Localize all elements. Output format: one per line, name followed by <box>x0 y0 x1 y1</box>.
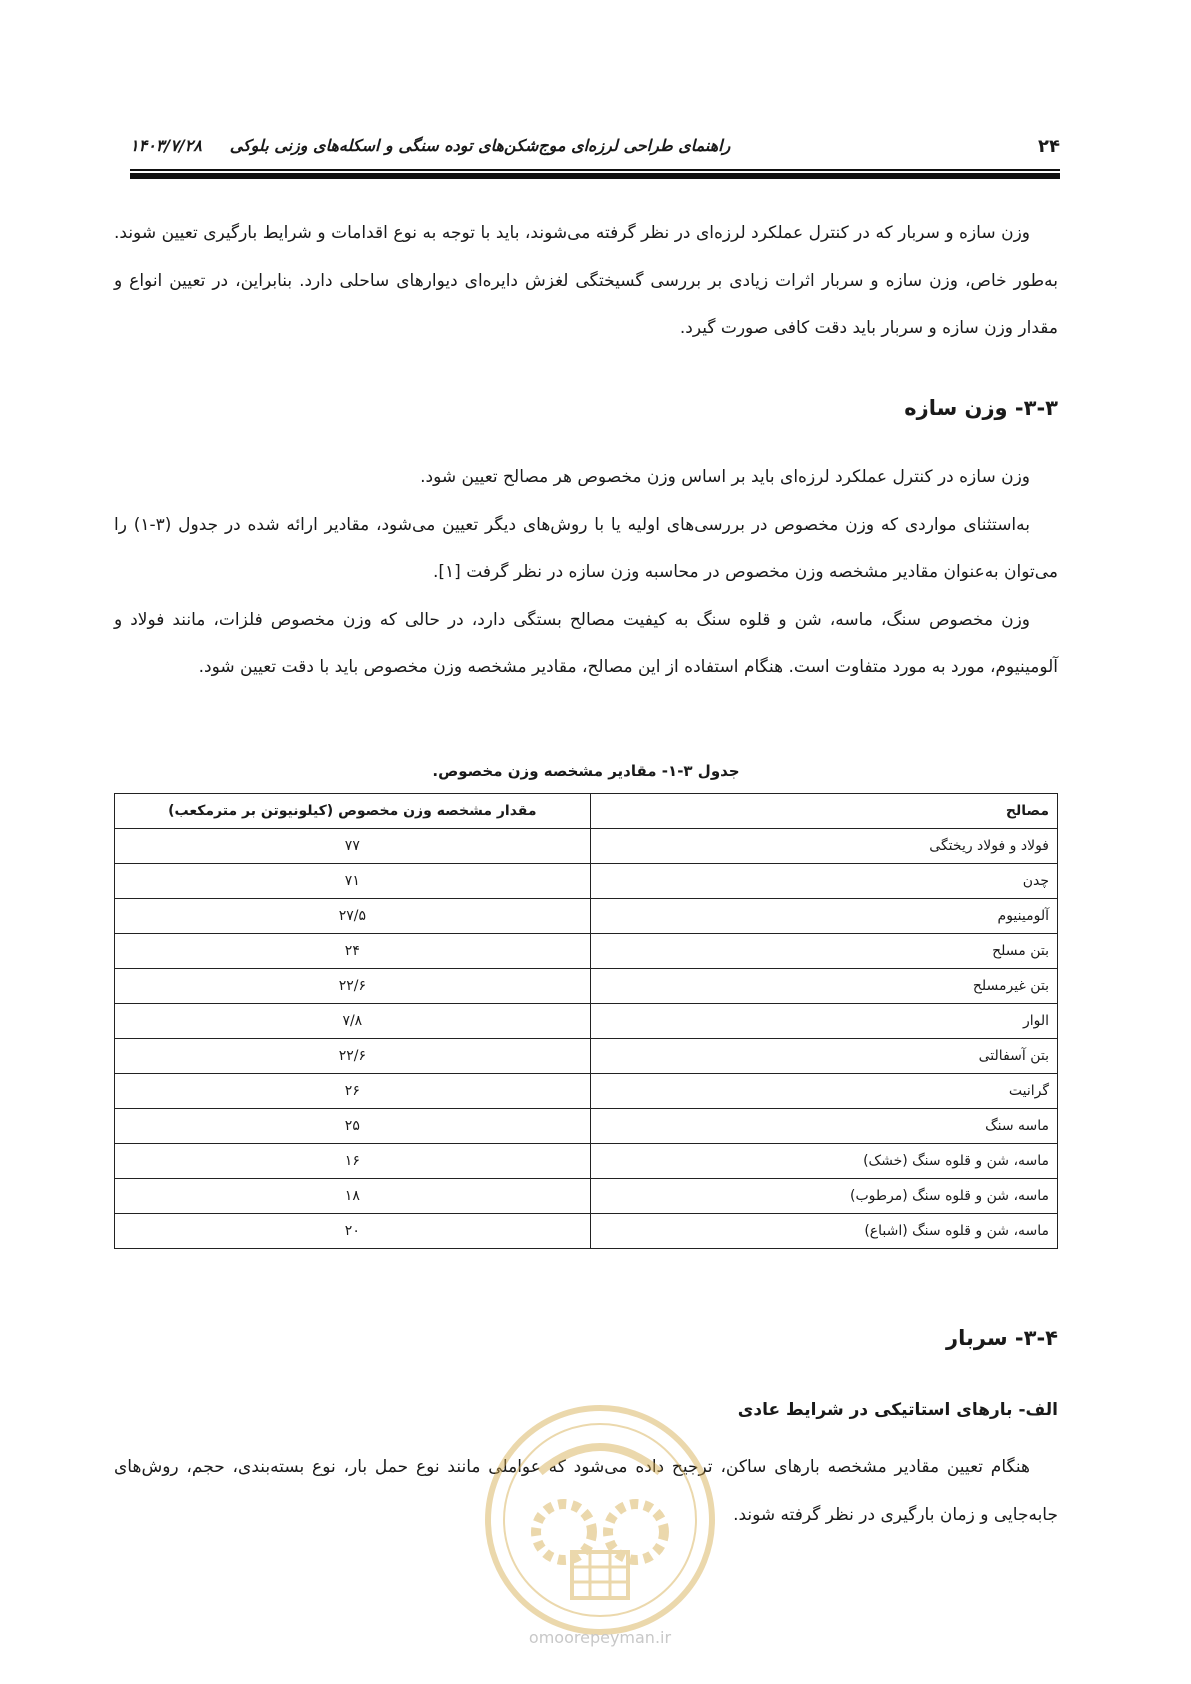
table-row <box>115 1214 1058 1249</box>
seal-watermark-icon <box>480 1402 720 1638</box>
material-cell: ماسه سنگ <box>590 1109 1057 1144</box>
table-header-row <box>115 794 1058 829</box>
table-row <box>115 829 1058 864</box>
material-cell: ماسه، شن و قلوه سنگ (مرطوب) <box>590 1179 1057 1214</box>
value-cell: ۲۲/۶ <box>115 969 591 1004</box>
material-cell: ماسه، شن و قلوه سنگ (اشباع) <box>590 1214 1057 1249</box>
header-title: راهنمای طراحی لرزه‌ای موج‌شکن‌های توده سنگی و اسکله‌های وزنی بلوکی <box>229 136 731 155</box>
value-cell: ۲۷/۵ <box>115 899 591 934</box>
section-3-3-p2: به‌استثنای مواردی که وزن مخصوص در بررسی‌های اولیه یا با روش‌های دیگر تعیین می‌شود، مقادیر ارائه شده در جدول (۳-۱) را می‌توان به‌عنوان مقادیر مشخصه وزن مخصوص در محاسبه وزن سازه در نظر گرفت [۱]. <box>114 514 1058 582</box>
material-cell: الوار <box>590 1004 1057 1039</box>
material-cell: گرانیت <box>590 1074 1057 1109</box>
table-row <box>115 1039 1058 1074</box>
material-cell: چدن <box>590 864 1057 899</box>
value-cell: ۲۵ <box>115 1109 591 1144</box>
value-cell: ۷۷ <box>115 829 591 864</box>
intro-paragraph <box>114 210 1058 353</box>
intro-text: وزن سازه و سربار که در کنترل عملکرد لرزه‌ای در نظر گرفته می‌شوند، باید با توجه به نوع اقدامات و شرایط بارگیری تعیین شوند. به‌طور خاص، وزن سازه و سربار اثرات زیادی بر بررسی گسیختگی لغزش دایره‌ای دیوارهای ساحلی دارد. بنابراین، در تعیین انواع و مقدار وزن سازه و سربار باید دقت کافی صورت گیرد. <box>114 223 1058 338</box>
table-row <box>115 1074 1058 1109</box>
material-cell: بتن مسلح <box>590 934 1057 969</box>
table-row <box>115 1109 1058 1144</box>
value-cell: ۲۰ <box>115 1214 591 1249</box>
section-3-4-p1: هنگام تعیین مقادیر مشخصه بارهای ساکن، ترجیح داده می‌شود که عواملی مانند نوع حمل بار، نوع بسته‌بندی، حجم، روش‌های جابه‌جایی و زمان بارگیری در نظر گرفته شوند. <box>114 1457 1058 1525</box>
specific-weight-table <box>114 793 1058 1249</box>
table-row <box>115 864 1058 899</box>
section-heading-3-4: ۳-۴- سربار <box>946 1326 1058 1350</box>
section-3-3-body <box>114 454 1058 692</box>
column-header-material: مصالح <box>590 794 1057 829</box>
material-cell: بتن آسفالتی <box>590 1039 1057 1074</box>
value-cell: ۲۶ <box>115 1074 591 1109</box>
table-row <box>115 1004 1058 1039</box>
material-cell: فولاد و فولاد ریختگی <box>590 829 1057 864</box>
subheading-static-loads: الف- بارهای استاتیکی در شرایط عادی <box>737 1400 1058 1420</box>
section-3-3-p3: وزن مخصوص سنگ، ماسه، شن و قلوه سنگ به کیفیت مصالح بستگی دارد، در حالی که وزن مخصوص فلزات، مانند فولاد و آلومینیوم، مورد به مورد متفاوت است. هنگام استفاده از این مصالح، مقادیر مشخصه وزن مخصوص باید با دقت تعیین شود. <box>114 609 1058 677</box>
header-rule-thick <box>130 173 1060 179</box>
watermark-site: omoorepeyman.ir <box>528 1628 672 1647</box>
value-cell: ۷/۸ <box>115 1004 591 1039</box>
value-cell: ۱۸ <box>115 1179 591 1214</box>
material-cell: ماسه، شن و قلوه سنگ (خشک) <box>590 1144 1057 1179</box>
table-caption: جدول ۳-۱- مقادیر مشخصه وزن مخصوص. <box>432 762 740 780</box>
table-row <box>115 899 1058 934</box>
value-cell: ۱۶ <box>115 1144 591 1179</box>
section-heading-3-3: ۳-۳- وزن سازه <box>904 396 1058 420</box>
header-rule-thin <box>130 169 1060 171</box>
value-cell: ۷۱ <box>115 864 591 899</box>
value-cell: ۲۴ <box>115 934 591 969</box>
table-row <box>115 934 1058 969</box>
header-date: ۱۴۰۳/۷/۲۸ <box>130 136 202 155</box>
material-cell: بتن غیرمسلح <box>590 969 1057 1004</box>
column-header-value: مقدار مشخصه وزن مخصوص (کیلونیوتن بر مترمکعب) <box>115 794 591 829</box>
table-row <box>115 1144 1058 1179</box>
table-row <box>115 1179 1058 1214</box>
running-title <box>130 136 730 155</box>
page-number: ۲۴ <box>1038 136 1060 157</box>
running-header <box>130 136 1060 160</box>
section-3-3-p1: وزن سازه در کنترل عملکرد لرزه‌ای باید بر اساس وزن مخصوص هر مصالح تعیین شود. <box>420 467 1030 487</box>
table-row <box>115 969 1058 1004</box>
value-cell: ۲۲/۶ <box>115 1039 591 1074</box>
material-cell: آلومینیوم <box>590 899 1057 934</box>
